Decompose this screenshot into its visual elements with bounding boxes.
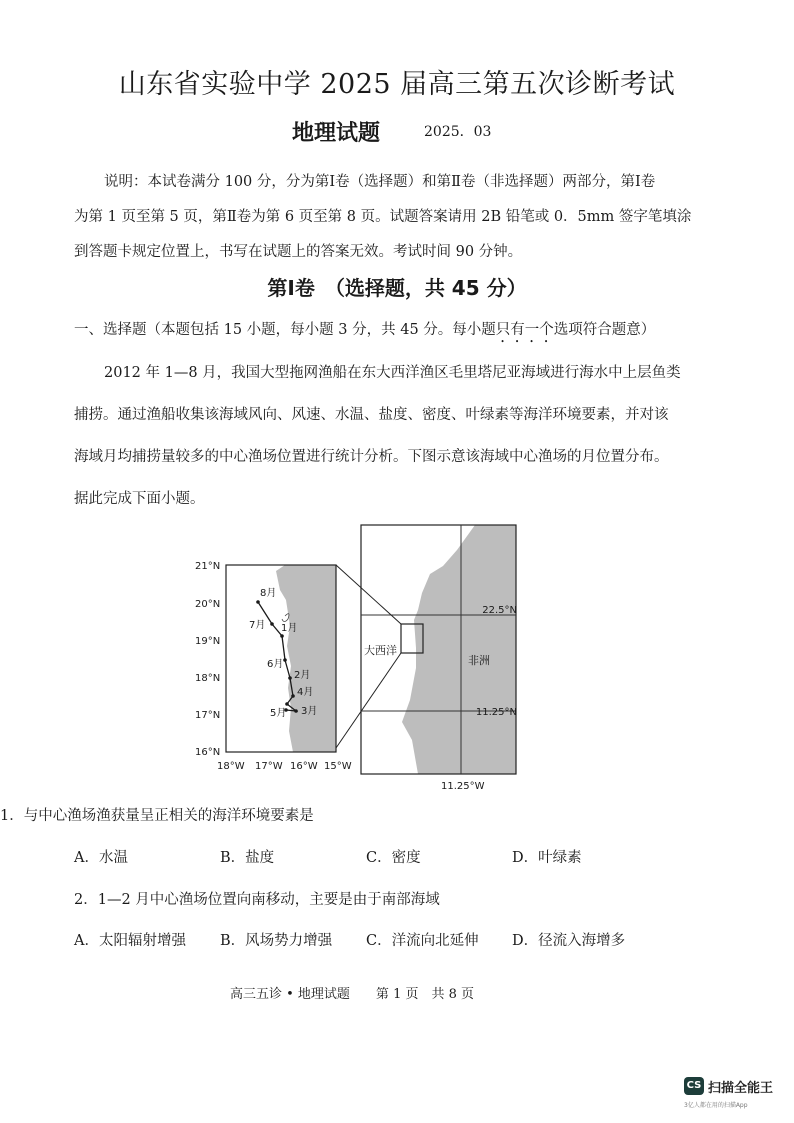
- passage-line-4: 据此完成下面小题。: [74, 491, 205, 507]
- month-label-2: 2月: [294, 670, 311, 681]
- track-point: [256, 600, 260, 604]
- lat-label-18n: 18°N: [195, 673, 221, 684]
- lat-label-17n: 17°N: [195, 710, 221, 721]
- q1-option-a: A．水温: [74, 850, 128, 866]
- lon-label-11-25w: 11.25°W: [441, 781, 485, 792]
- lon-label-17w: 17°W: [255, 761, 283, 772]
- part-heading-emphasis: 只有一个: [495, 322, 554, 338]
- instruction-line-2: 为第 1 页至第 5 页，第Ⅱ卷为第 6 页至第 8 页。试题答案请用 2B 铅笔或 0．5mm 签字笔填涂: [74, 209, 692, 225]
- lat-label-19n: 19°N: [195, 636, 221, 647]
- track-point: [280, 634, 284, 638]
- scanner-logo-icon: CS: [684, 1077, 704, 1095]
- page-footer: 高三五诊 • 地理试题 第 1 页 共 8 页: [230, 987, 475, 1002]
- part-heading: [74, 318, 655, 346]
- leader-line-bottom: [336, 653, 401, 748]
- lat-label-16n: 16°N: [195, 747, 221, 758]
- fishing-ground-map: [190, 518, 530, 793]
- instruction-line-3: 到答题卡规定位置上，书写在试题上的答案无效。考试时间 90 分钟。: [74, 244, 523, 260]
- q1-option-b: B．盐度: [220, 850, 275, 866]
- question-1-stem: 1．与中心渔场渔获量呈正相关的海洋环境要素是: [0, 808, 314, 824]
- month-label-4: 4月: [297, 687, 314, 698]
- track-point: [283, 658, 287, 662]
- exam-title: 山东省实验中学 2025 届高三第五次诊断考试: [118, 69, 676, 100]
- track-point: [285, 702, 289, 706]
- exam-date: 2025．03: [424, 124, 492, 140]
- lat-label-22-5n: 22.5°N: [482, 605, 517, 616]
- coastal-islet: [282, 614, 289, 622]
- question-2-stem: 2．1—2 月中心渔场位置向南移动，主要是由于南部海域: [74, 892, 440, 908]
- part-heading-tail: 选项符合题意）: [553, 322, 656, 338]
- passage-line-2: 捕捞。通过渔船收集该海域风向、风速、水温、盐度、密度、叶绿素等海洋环境要素，并对该: [74, 407, 669, 423]
- month-label-6: 6月: [267, 659, 284, 670]
- section-title: 第Ⅰ卷 （选择题，共 45 分）: [267, 276, 527, 300]
- month-label-5: 5月: [270, 708, 287, 719]
- track-point: [288, 676, 292, 680]
- lon-label-18w: 18°W: [217, 761, 245, 772]
- passage-line-1: 2012 年 1—8 月，我国大型拖网渔船在东大西洋渔区毛里塔尼亚海域进行海水中上层鱼类: [104, 365, 681, 381]
- q2-option-c: C．洋流向北延伸: [366, 933, 479, 949]
- passage-line-3: 海域月均捕捞量较多的中心渔场位置进行统计分析。下图示意该海域中心渔场的月位置分布。: [74, 449, 669, 465]
- q1-option-c: C．密度: [366, 850, 421, 866]
- instruction-line-1: 说明：本试卷满分 100 分，分为第Ⅰ卷（选择题）和第Ⅱ卷（非选择题）两部分，第Ⅰ卷: [104, 174, 656, 190]
- track-point: [270, 622, 274, 626]
- track-point: [291, 694, 295, 698]
- q2-option-d: D．径流入海增多: [512, 933, 626, 949]
- q1-option-d: D．叶绿素: [512, 850, 582, 866]
- africa-land: [402, 525, 516, 774]
- lat-label-11-25n: 11.25°N: [475, 707, 517, 718]
- month-label-7: 7月: [249, 620, 266, 631]
- month-label-3: 3月: [301, 706, 318, 717]
- track-point: [294, 709, 298, 713]
- overview-map: [336, 525, 516, 774]
- subject-title: 地理试题: [292, 121, 381, 146]
- scanner-brand-name: 扫描全能王: [708, 1081, 774, 1096]
- q2-option-a: A．太阳辐射增强: [74, 933, 186, 949]
- month-label-8: 8月: [260, 588, 277, 599]
- lon-label-16w: 16°W: [290, 761, 318, 772]
- part-heading-text: 一、选择题（本题包括 15 小题，每小题 3 分，共 45 分。每小题: [74, 322, 496, 338]
- scanner-tagline: 3亿人都在用的扫描App: [684, 1102, 748, 1109]
- month-label-1: 1月: [281, 623, 298, 634]
- q2-option-b: B．风场势力增强: [220, 933, 333, 949]
- continent-label: 非洲: [468, 654, 490, 667]
- lat-label-21n: 21°N: [195, 561, 221, 572]
- ocean-label: 大西洋: [364, 644, 397, 657]
- lon-label-15w: 15°W: [324, 761, 352, 772]
- lat-label-20n: 20°N: [195, 599, 221, 610]
